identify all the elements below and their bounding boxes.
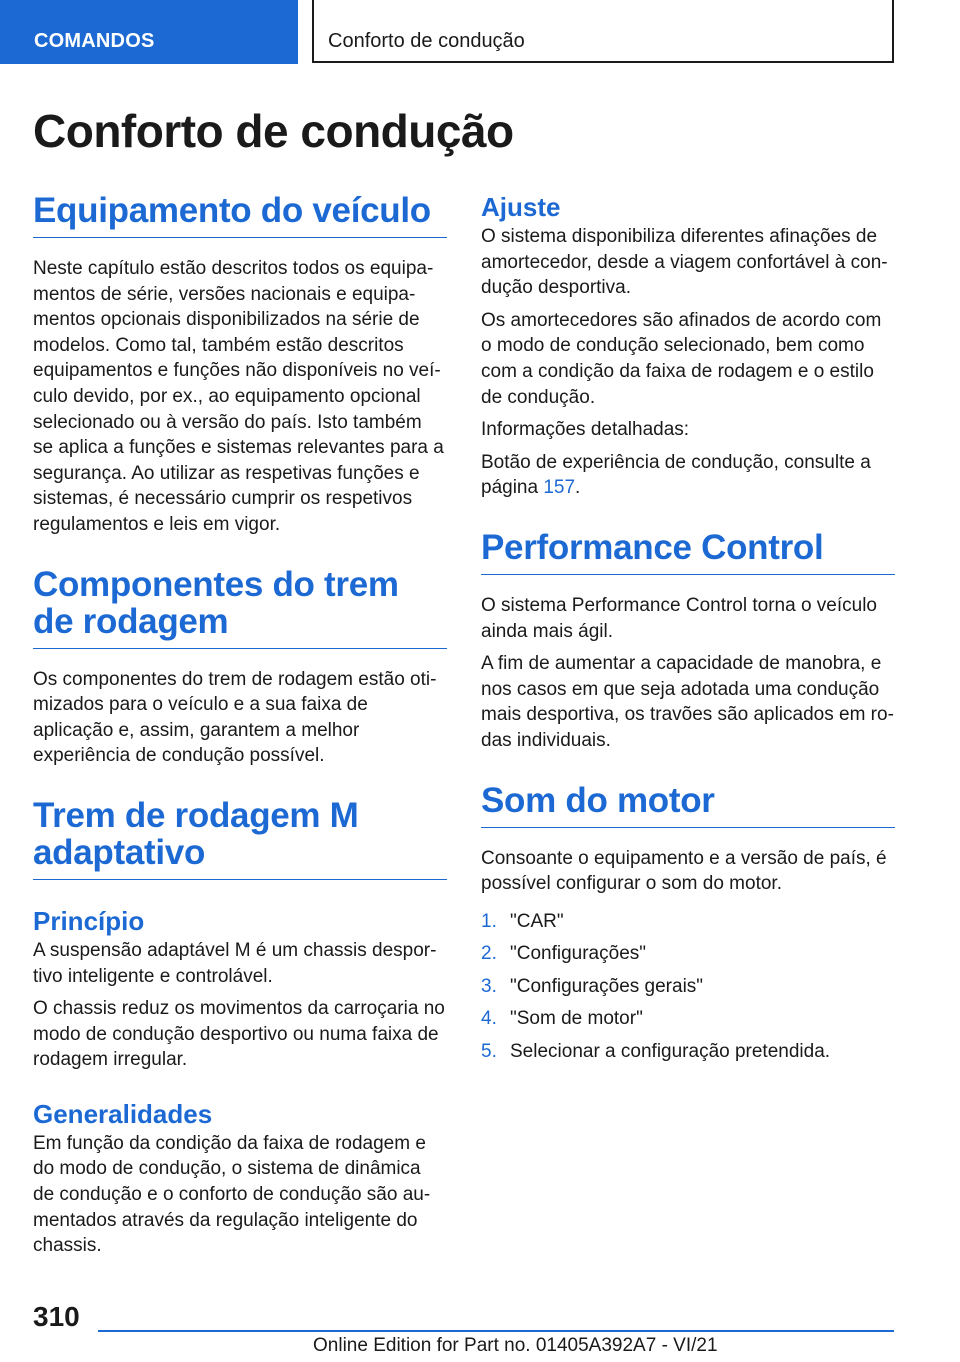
step-text: "Configurações gerais": [510, 975, 704, 997]
header-section-label: COMANDOS: [34, 30, 155, 52]
steps-list: [481, 909, 895, 1065]
step-number: 5.: [481, 1041, 497, 1063]
step-text: Selecionar a configuração pretendida.: [510, 1041, 831, 1063]
header-section-tab: [0, 0, 298, 64]
heading-performance-control: Performance Control: [481, 529, 895, 575]
list-item: [481, 974, 895, 1000]
step-text: "CAR": [510, 910, 564, 932]
step-number: 3.: [481, 975, 497, 997]
subheading-principio: Princípio: [33, 905, 145, 936]
paragraph: O sistema Performance Control torna o veículo ainda mais ágil.: [481, 594, 878, 642]
footer-divider: [98, 1330, 894, 1332]
step-number: 4.: [481, 1008, 497, 1030]
paragraph: Os amortecedores são afinados de acordo com o modo de condução selecionado, bem como com a condição da faixa de rodagem e o estilo de condução.: [481, 309, 882, 408]
heading-equipamento: Equipamento do veículo: [33, 192, 447, 238]
heading-trem-adaptativo: Trem de rodagem M adaptativo: [33, 797, 447, 880]
header-chapter-box: [312, 0, 894, 63]
page-number: 310: [33, 1301, 80, 1332]
list-item: [481, 909, 895, 935]
paragraph: Em função da condição da faixa de rodagem e do modo de condução, o sistema de dinâmica de condução e o conforto de condução são aumentados através da regulação inteligente do chassis.: [33, 1132, 431, 1257]
step-text: "Configurações": [510, 943, 647, 965]
subheading-generalidades: Generalidades: [33, 1098, 213, 1129]
paragraph: Neste capítulo estão descritos todos os equipamentos de série, versões nacionais e equipamentos opcionais disponibilizados na série de modelos. Como tal, também estão descritos equipamentos e funções não disponíveis no veículo devido, por ex., ao equipamento opcional selecionado ou à versão do país. Isto também se aplica a funções e sistemas relevantes para a segurança. Ao utilizar as respetivas funções e sistemas, é necessário cumprir os respetivos regulamentos e leis em vigor.: [33, 258, 444, 535]
paragraph: A suspensão adaptável M é um chassis desportivo inteligente e controlável.: [33, 939, 437, 987]
heading-componentes: Componentes do trem de rodagem: [33, 566, 447, 649]
paragraph-end: .: [575, 477, 581, 499]
right-column: [481, 192, 895, 1072]
step-number: 2.: [481, 943, 497, 965]
paragraph: Consoante o equipamento e a versão de país, é possível configurar o som do motor.: [481, 847, 887, 895]
step-number: 1.: [481, 910, 497, 932]
paragraph-text: Botão de experiência de condução, consulte a página: [481, 451, 871, 499]
subheading-ajuste: Ajuste: [481, 192, 561, 222]
step-text: "Som de motor": [510, 1008, 643, 1030]
list-item: [481, 941, 895, 967]
paragraph: Informações detalhadas:: [481, 419, 690, 441]
paragraph: O sistema disponibiliza diferentes afinações de amortecedor, desde a viagem confortável à condução desportiva.: [481, 226, 888, 299]
page-link[interactable]: 157: [543, 477, 576, 499]
paragraph: Os componentes do trem de rodagem estão otimizados para o veículo e a sua faixa de aplicação e, assim, garantem a melhor experiência de condução possível.: [33, 668, 437, 767]
list-item: [481, 1039, 895, 1065]
header-chapter-label: Conforto de condução: [328, 30, 525, 52]
page-title: Conforto de condução: [33, 105, 514, 157]
paragraph: O chassis reduz os movimentos da carroçaria no modo de condução desportivo ou numa faixa de rodagem irregular.: [33, 998, 445, 1071]
list-item: [481, 1006, 895, 1032]
paragraph-page-ref: [481, 450, 895, 501]
left-column: [33, 192, 447, 1266]
footer-edition: Online Edition for Part no. 01405A392A7 - VI/21: [313, 1335, 718, 1356]
heading-som-do-motor: Som do motor: [481, 782, 895, 828]
paragraph: A fim de aumentar a capacidade de manobra, e nos casos em que seja adotada uma condução mais desportiva, os travões são aplicados em rodas individuais.: [481, 653, 894, 751]
